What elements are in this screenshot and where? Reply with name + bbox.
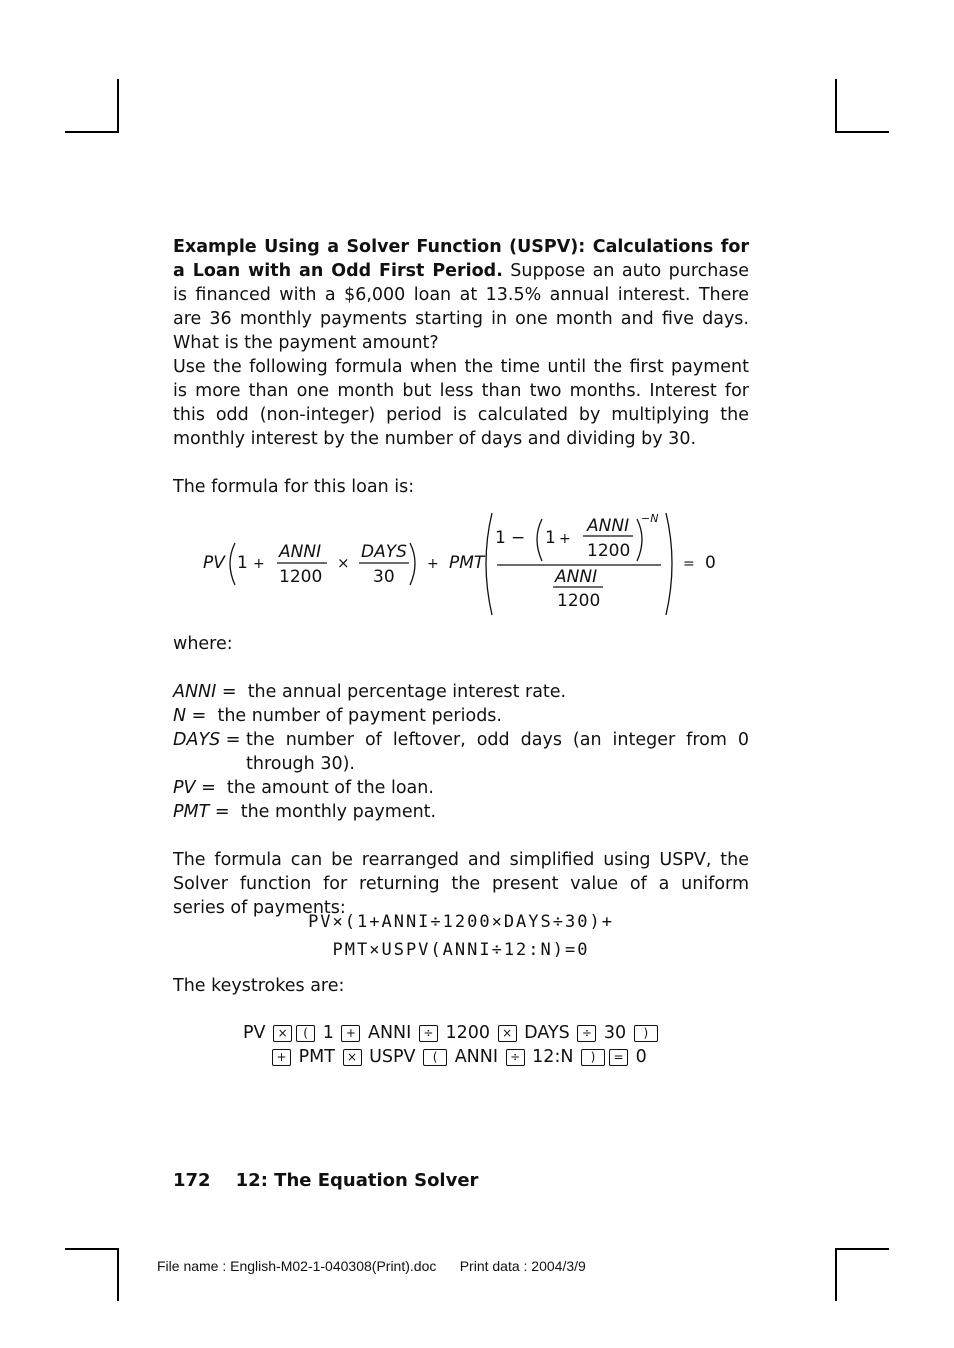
formula-one-3: 1	[545, 528, 556, 548]
key-text: 1	[322, 1023, 334, 1043]
definition-desc: the annual percentage interest rate.	[247, 682, 567, 702]
crop-mark	[835, 1248, 889, 1250]
example-title: Example Using a Solver Function (USPV): Calculations for a Loan with an Odd First Period.	[173, 237, 749, 281]
where-label: where:	[173, 634, 233, 654]
page-number: 172	[173, 1170, 211, 1191]
formula-plus: +	[253, 556, 265, 572]
keystrokes-line-1	[243, 1021, 743, 1045]
definition-pv	[173, 776, 749, 800]
divide-key-icon: ÷	[577, 1025, 596, 1042]
definition-term: PMT =	[173, 802, 230, 822]
definition-term: PV =	[173, 778, 216, 798]
crop-mark	[65, 131, 119, 133]
key-text: 12:N	[532, 1047, 574, 1067]
crop-mark	[117, 1248, 119, 1301]
definition-n	[173, 704, 749, 728]
formula-30: 30	[373, 567, 395, 587]
definition-anni	[173, 680, 749, 704]
key-text: 0	[635, 1047, 647, 1067]
open-paren-key-icon: (	[423, 1049, 447, 1066]
divide-key-icon: ÷	[506, 1049, 525, 1066]
formula-pv: PV	[203, 553, 225, 573]
formula-intro: The formula for this loan is:	[173, 477, 415, 497]
formula-1200-3: 1200	[557, 591, 601, 611]
plus-key-icon: +	[341, 1025, 360, 1042]
divide-key-icon: ÷	[419, 1025, 438, 1042]
definition-days	[173, 728, 749, 776]
formula-1200-2: 1200	[587, 541, 631, 561]
formula-exponent: −N	[641, 512, 659, 525]
formula-times: ×	[337, 554, 350, 572]
close-paren-key-icon: )	[581, 1049, 605, 1066]
formula-plus-2: +	[427, 556, 439, 572]
keystrokes-label: The keystrokes are:	[173, 976, 345, 996]
loan-formula	[195, 505, 735, 620]
uspv-explanation: The formula can be rearranged and simplified using USPV, the Solver function for returning the present value of a uniform series of payments:	[173, 850, 749, 918]
definition-desc: the monthly payment.	[240, 802, 437, 822]
example-paragraph	[173, 235, 749, 355]
definition-desc: the number of payment periods.	[217, 706, 502, 726]
key-text: USPV	[369, 1047, 416, 1067]
formula-plus-3: +	[559, 531, 571, 547]
crop-mark	[117, 79, 119, 132]
file-info	[157, 1258, 586, 1274]
definition-term: N =	[173, 706, 207, 726]
definition-term: DAYS =	[173, 730, 241, 750]
formula-anni-2: ANNI	[587, 516, 630, 536]
crop-mark	[835, 131, 889, 133]
crop-mark	[65, 1248, 119, 1250]
plus-key-icon: +	[272, 1049, 291, 1066]
key-text: PMT	[298, 1047, 335, 1067]
formula-explanation: Use the following formula when the time until the first payment is more than one month but less than two months. Interest for this odd (non-integer) period is calculated by multiplying the monthly interest by the number of days and dividing by 30.	[173, 357, 749, 449]
crop-mark	[835, 1248, 837, 1301]
definition-pmt	[173, 800, 749, 824]
close-paren-key-icon: )	[634, 1025, 658, 1042]
lcd-line-1: PV×(1+ANNI÷1200×DAYS÷30)+	[308, 912, 614, 932]
formula-anni: ANNI	[279, 542, 322, 562]
formula-pmt: PMT	[449, 553, 485, 573]
file-name: File name : English-M02-1-040308(Print).doc	[157, 1258, 437, 1274]
times-key-icon: ×	[273, 1025, 292, 1042]
definition-desc: the number of leftover, odd days (an integer from 0 through 30).	[246, 730, 749, 774]
key-text: 30	[603, 1023, 627, 1043]
formula-minus: −	[511, 528, 526, 548]
formula-zero: 0	[705, 553, 716, 573]
print-date: Print data : 2004/3/9	[459, 1258, 586, 1274]
key-text: PV	[243, 1023, 266, 1043]
key-text: DAYS	[524, 1023, 570, 1043]
formula-anni-3: ANNI	[555, 567, 598, 587]
formula-equals: =	[683, 556, 695, 572]
key-text: ANNI	[454, 1047, 499, 1067]
formula-one: 1	[237, 553, 248, 573]
equals-key-icon: =	[609, 1049, 628, 1066]
page-footer	[173, 1170, 478, 1191]
keystrokes-line-2	[270, 1045, 750, 1069]
definition-desc: the amount of the loan.	[226, 778, 434, 798]
crop-mark	[835, 79, 837, 132]
chapter-title: 12: The Equation Solver	[235, 1170, 479, 1191]
key-text: 1200	[445, 1023, 491, 1043]
formula-days: DAYS	[361, 542, 407, 562]
times-key-icon: ×	[498, 1025, 517, 1042]
definition-term: ANNI =	[173, 682, 237, 702]
lcd-line-2: PMT×USPV(ANNI÷12:N)=0	[332, 940, 590, 960]
times-key-icon: ×	[343, 1049, 362, 1066]
open-paren-key-icon: (	[296, 1025, 315, 1042]
key-text: ANNI	[367, 1023, 412, 1043]
formula-one-2: 1	[495, 528, 506, 548]
formula-1200: 1200	[279, 567, 323, 587]
example-text: Suppose an auto purchase is financed with a $6,000 loan at 13.5% annual interest. There are 36 monthly payments starting in one month and five days. What is the payment amount?	[173, 261, 749, 353]
definitions-list	[173, 680, 749, 824]
